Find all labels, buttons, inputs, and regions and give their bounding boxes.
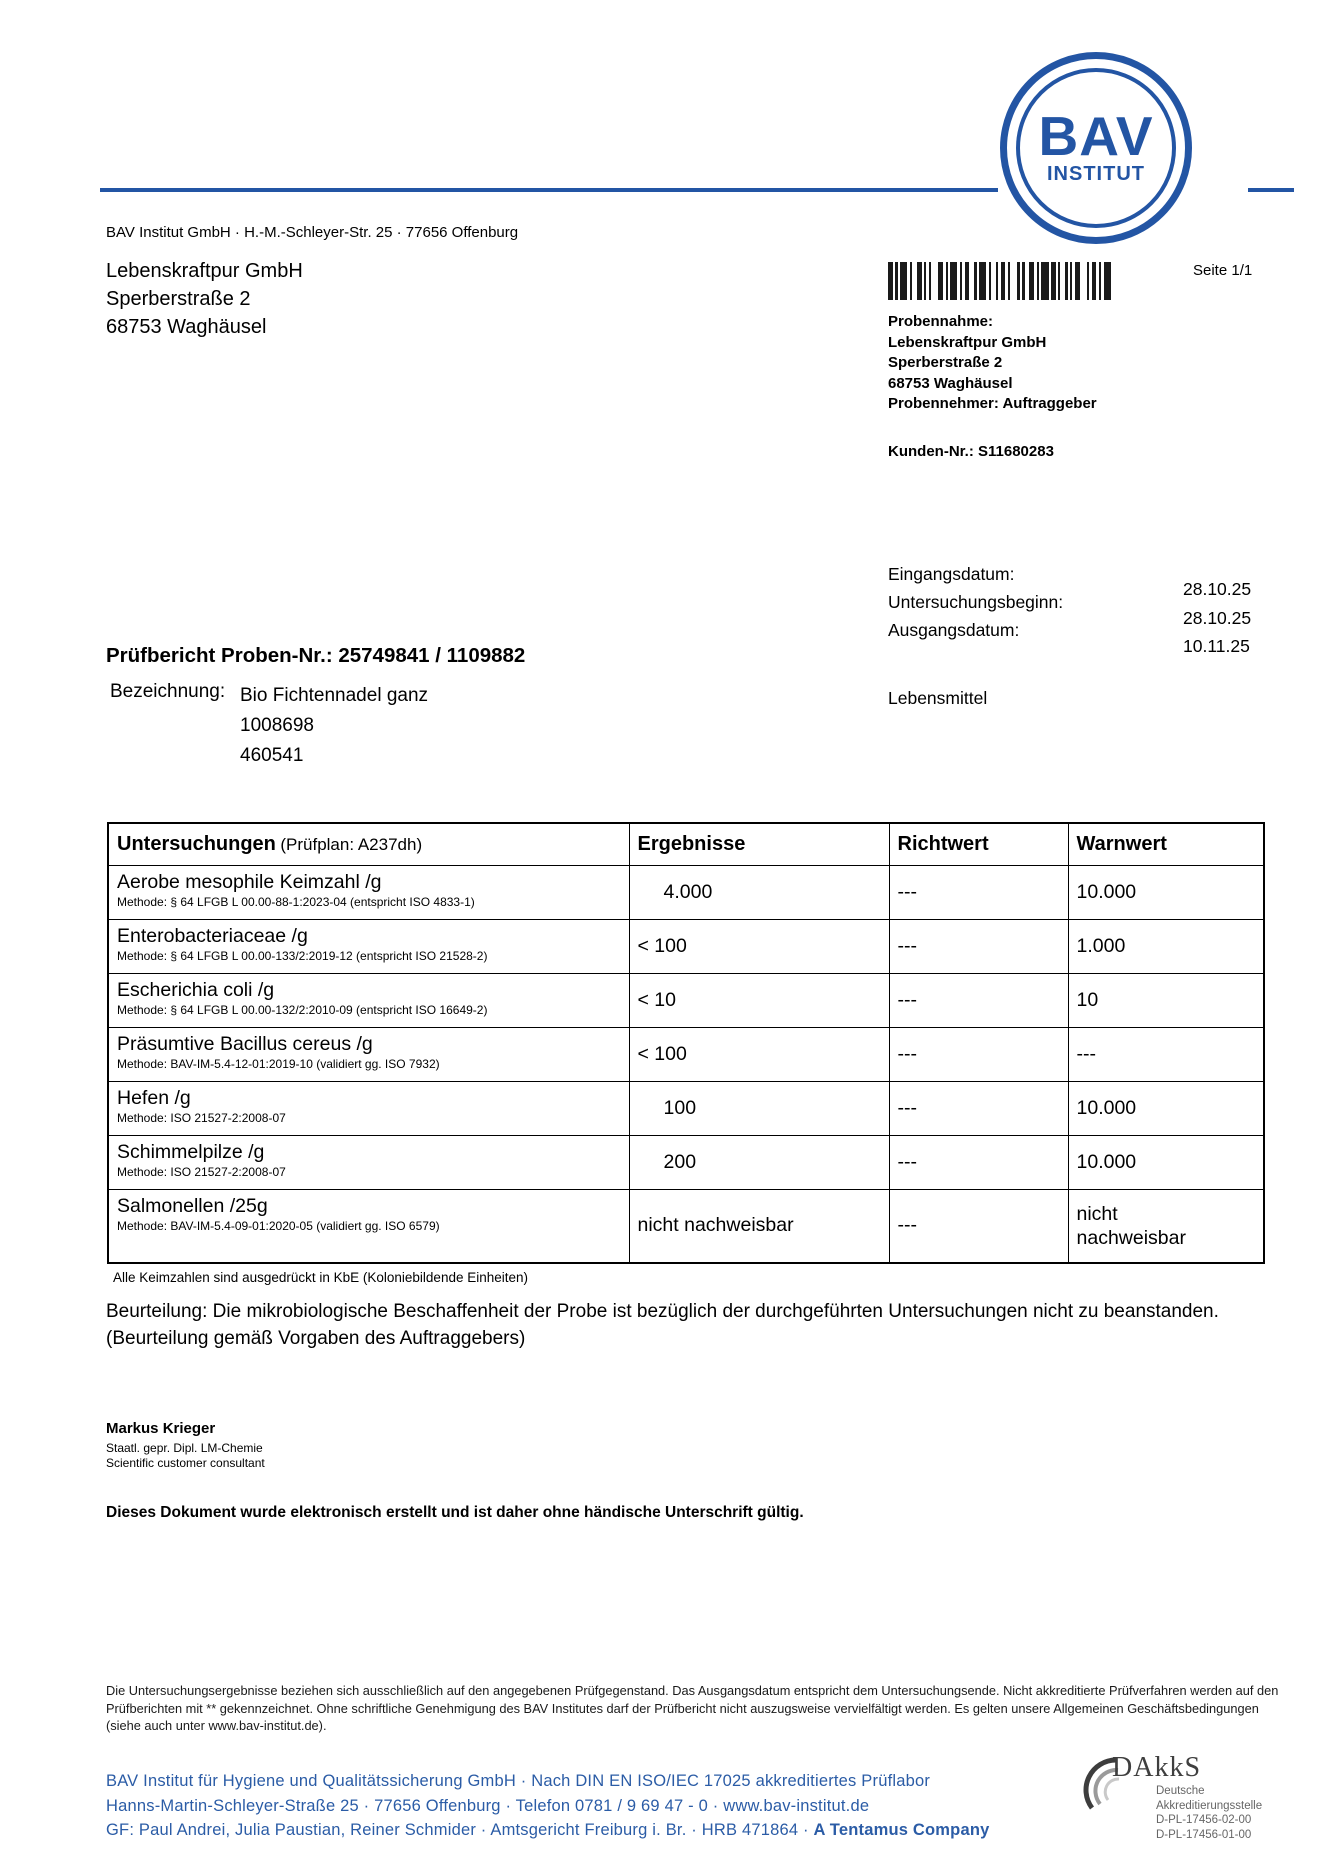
- footer-line-3: [106, 1818, 989, 1843]
- table-row: [108, 1135, 1264, 1189]
- electronic-signature-note: Dieses Dokument wurde elektronisch erstellt und ist daher ohne händische Unterschrift gültig.: [106, 1504, 804, 1521]
- parameter-method: Methode: ISO 21527-2:2008-07: [117, 1110, 286, 1125]
- parameter-method: Methode: § 64 LFGB L 00.00-88-1:2023-04 (entspricht ISO 4833-1): [117, 894, 475, 909]
- bezeichnung-values: [240, 681, 428, 771]
- table-row: [108, 1027, 1264, 1081]
- probennehmer-line: Probennehmer: Auftraggeber: [888, 395, 1097, 412]
- result-cell: 4.000: [629, 865, 889, 919]
- table-row: [108, 1081, 1264, 1135]
- customer-number: Kunden-Nr.: S11680283: [888, 443, 1054, 460]
- warnwert-cell: nicht nachweisbar: [1068, 1189, 1264, 1263]
- dakks-logo-text: DAkkS: [1112, 1752, 1202, 1783]
- dakks-line: D-PL-17456-02-00: [1156, 1814, 1252, 1826]
- signer-name: Markus Krieger: [106, 1420, 216, 1437]
- bezeichnung-line: 460541: [240, 745, 304, 766]
- dakks-line: Deutsche: [1156, 1785, 1205, 1797]
- warnwert-cell: 10.000: [1068, 865, 1264, 919]
- richtwert-cell: ---: [889, 973, 1068, 1027]
- richtwert-cell: ---: [889, 1135, 1068, 1189]
- column-header-ergebnisse: Ergebnisse: [629, 823, 889, 865]
- recipient-line: 68753 Waghäusel: [106, 316, 267, 338]
- result-cell: 100: [629, 1081, 889, 1135]
- recipient-line: Lebenskraftpur GmbH: [106, 260, 303, 282]
- footer-line-1: BAV Institut für Hygiene und Qualitätssicherung GmbH · Nach DIN EN ISO/IEC 17025 akkreditiertes Prüflabor: [106, 1772, 931, 1790]
- parameter-method: Methode: ISO 21527-2:2008-07: [117, 1164, 286, 1179]
- disclaimer-text: Die Untersuchungsergebnisse beziehen sich ausschließlich auf den angegebenen Prüfgegenstand. Das Ausgangsdatum entspricht dem Untersuchungsende. Nicht akkreditierte Prüfverfahren werden auf den Prüfberichten mit ** gekennzeichnet. Ohne schriftliche Genehmigung des BAV Institutes darf der Prüfbericht nicht auszugsweise vervielfältigt werden. Es gelten unsere Allgemeinen Geschäftsbedingungen (siehe auch unter www.bav-institut.de).: [106, 1683, 1279, 1733]
- parameter-cell: [108, 1189, 629, 1263]
- results-table-wrap: [107, 822, 1265, 1264]
- column-header-warnwert: Warnwert: [1068, 823, 1264, 865]
- header-divider: [100, 188, 998, 192]
- date-label: Eingangsdatum:: [888, 564, 1015, 584]
- date-label: Untersuchungsbeginn:: [888, 592, 1064, 612]
- richtwert-cell: ---: [889, 1189, 1068, 1263]
- richtwert-cell: ---: [889, 919, 1068, 973]
- parameter-name: Präsumtive Bacillus cereus /g: [117, 1032, 373, 1055]
- parameter-name: Salmonellen /25g: [117, 1194, 268, 1217]
- table-footnote: Alle Keimzahlen sind ausgedrückt in KbE (Koloniebildende Einheiten): [113, 1270, 529, 1285]
- result-cell: 200: [629, 1135, 889, 1189]
- signer-title: Scientific customer consultant: [106, 1455, 265, 1470]
- results-table-body: [108, 865, 1264, 1263]
- parameter-name: Escherichia coli /g: [117, 978, 275, 1001]
- dakks-accreditation-block: [1156, 1784, 1262, 1842]
- logo-text-institut: INSTITUT: [1047, 162, 1145, 185]
- date-value: 28.10.25: [1183, 579, 1252, 599]
- column-header-untersuchungen: [108, 823, 629, 865]
- signer-title: Staatl. gepr. Dipl. LM-Chemie: [106, 1441, 263, 1455]
- probennahme-label: Probennahme:: [888, 313, 994, 330]
- warnwert-cell: 1.000: [1068, 919, 1264, 973]
- logo-text-bav: BAV: [1038, 104, 1154, 167]
- table-row: [108, 1189, 1264, 1263]
- recipient-address: [106, 257, 303, 341]
- bezeichnung-label: Bezeichnung:: [110, 681, 226, 702]
- richtwert-cell: ---: [889, 865, 1068, 919]
- parameter-cell: [108, 973, 629, 1027]
- result-cell: < 10: [629, 973, 889, 1027]
- table-header-row: [108, 823, 1264, 865]
- footer-company-block: [106, 1769, 989, 1843]
- footer-line-3-text: GF: Paul Andrei, Julia Paustian, Reiner Schmider · Amtsgericht Freiburg i. Br. · HRB 471864 ·: [106, 1821, 814, 1839]
- results-table: [107, 822, 1265, 1264]
- date-value: 28.10.25: [1183, 607, 1252, 628]
- result-cell: < 100: [629, 1027, 889, 1081]
- parameter-cell: [108, 1027, 629, 1081]
- parameter-method: Methode: § 64 LFGB L 00.00-132/2:2010-09 (entspricht ISO 16649-2): [117, 1002, 488, 1017]
- report-title: Prüfbericht Proben-Nr.: 25749841 / 1109882: [106, 644, 526, 667]
- table-row: [108, 865, 1264, 919]
- dakks-line: Akkreditierungsstelle: [1156, 1799, 1263, 1812]
- date-values: [1183, 575, 1251, 661]
- date-label: Ausgangsdatum:: [888, 620, 1020, 640]
- tentamus-label: A Tentamus Company: [813, 1821, 990, 1839]
- bav-logo-inner-ring: [1016, 68, 1176, 228]
- parameter-cell: [108, 919, 629, 973]
- richtwert-cell: ---: [889, 1081, 1068, 1135]
- result-cell: < 100: [629, 919, 889, 973]
- date-labels: [888, 560, 1063, 644]
- untersuchungen-label: Untersuchungen: [117, 832, 276, 855]
- parameter-name: Aerobe mesophile Keimzahl /g: [117, 870, 382, 893]
- warnwert-cell: 10.000: [1068, 1081, 1264, 1135]
- bezeichnung-line: 1008698: [240, 715, 314, 736]
- sampling-info: [888, 312, 1097, 415]
- parameter-method: Methode: BAV-IM-5.4-09-01:2020-05 (validiert gg. ISO 6579): [117, 1218, 440, 1233]
- warnwert-cell: ---: [1068, 1027, 1264, 1081]
- parameter-name: Schimmelpilze /g: [117, 1140, 265, 1163]
- header-divider-right: [1248, 188, 1294, 192]
- table-row: [108, 973, 1264, 1027]
- pruefplan-label: (Prüfplan: A237dh): [280, 834, 423, 854]
- recipient-line: Sperberstraße 2: [106, 288, 251, 310]
- warnwert-cell: 10.000: [1068, 1135, 1264, 1189]
- result-cell: nicht nachweisbar: [629, 1189, 889, 1263]
- probennahme-line: Sperberstraße 2: [888, 354, 1003, 371]
- parameter-cell: [108, 865, 629, 919]
- signer-titles: [106, 1441, 265, 1470]
- parameter-cell: [108, 1081, 629, 1135]
- date-value: 10.11.25: [1183, 636, 1250, 656]
- footer-line-2: Hanns-Martin-Schleyer-Straße 25 · 77656 Offenburg · Telefon 0781 / 9 69 47 - 0 · www.bav-institut.de: [106, 1796, 870, 1815]
- probennahme-line: 68753 Waghäusel: [888, 374, 1013, 392]
- bav-institut-logo: [1000, 52, 1192, 244]
- table-row: [108, 919, 1264, 973]
- bezeichnung-line: Bio Fichtennadel ganz: [240, 685, 429, 706]
- warnwert-cell: 10: [1068, 973, 1264, 1027]
- column-header-richtwert: Richtwert: [889, 823, 1068, 865]
- parameter-name: Enterobacteriaceae /g: [117, 924, 308, 947]
- parameter-name: Hefen /g: [117, 1086, 191, 1109]
- page-number: Seite 1/1: [1193, 262, 1253, 279]
- dakks-line: D-PL-17456-01-00: [1156, 1828, 1252, 1841]
- barcode: [888, 262, 1114, 300]
- sample-category: Lebensmittel: [888, 688, 988, 708]
- parameter-method: Methode: BAV-IM-5.4-12-01:2019-10 (validiert gg. ISO 7932): [117, 1056, 440, 1071]
- sender-line: BAV Institut GmbH · H.-M.-Schleyer-Str. 25 · 77656 Offenburg: [106, 224, 519, 241]
- richtwert-cell: ---: [889, 1027, 1068, 1081]
- parameter-method: Methode: § 64 LFGB L 00.00-133/2:2019-12 (entspricht ISO 21528-2): [117, 948, 488, 963]
- assessment-text: Beurteilung: Die mikrobiologische Beschaffenheit der Probe ist bezüglich der durchgeführten Untersuchungen nicht zu beanstanden. (Beurteilung gemäß Vorgaben des Auftraggebers): [106, 1301, 1219, 1349]
- parameter-cell: [108, 1135, 629, 1189]
- probennahme-line: Lebenskraftpur GmbH: [888, 333, 1047, 351]
